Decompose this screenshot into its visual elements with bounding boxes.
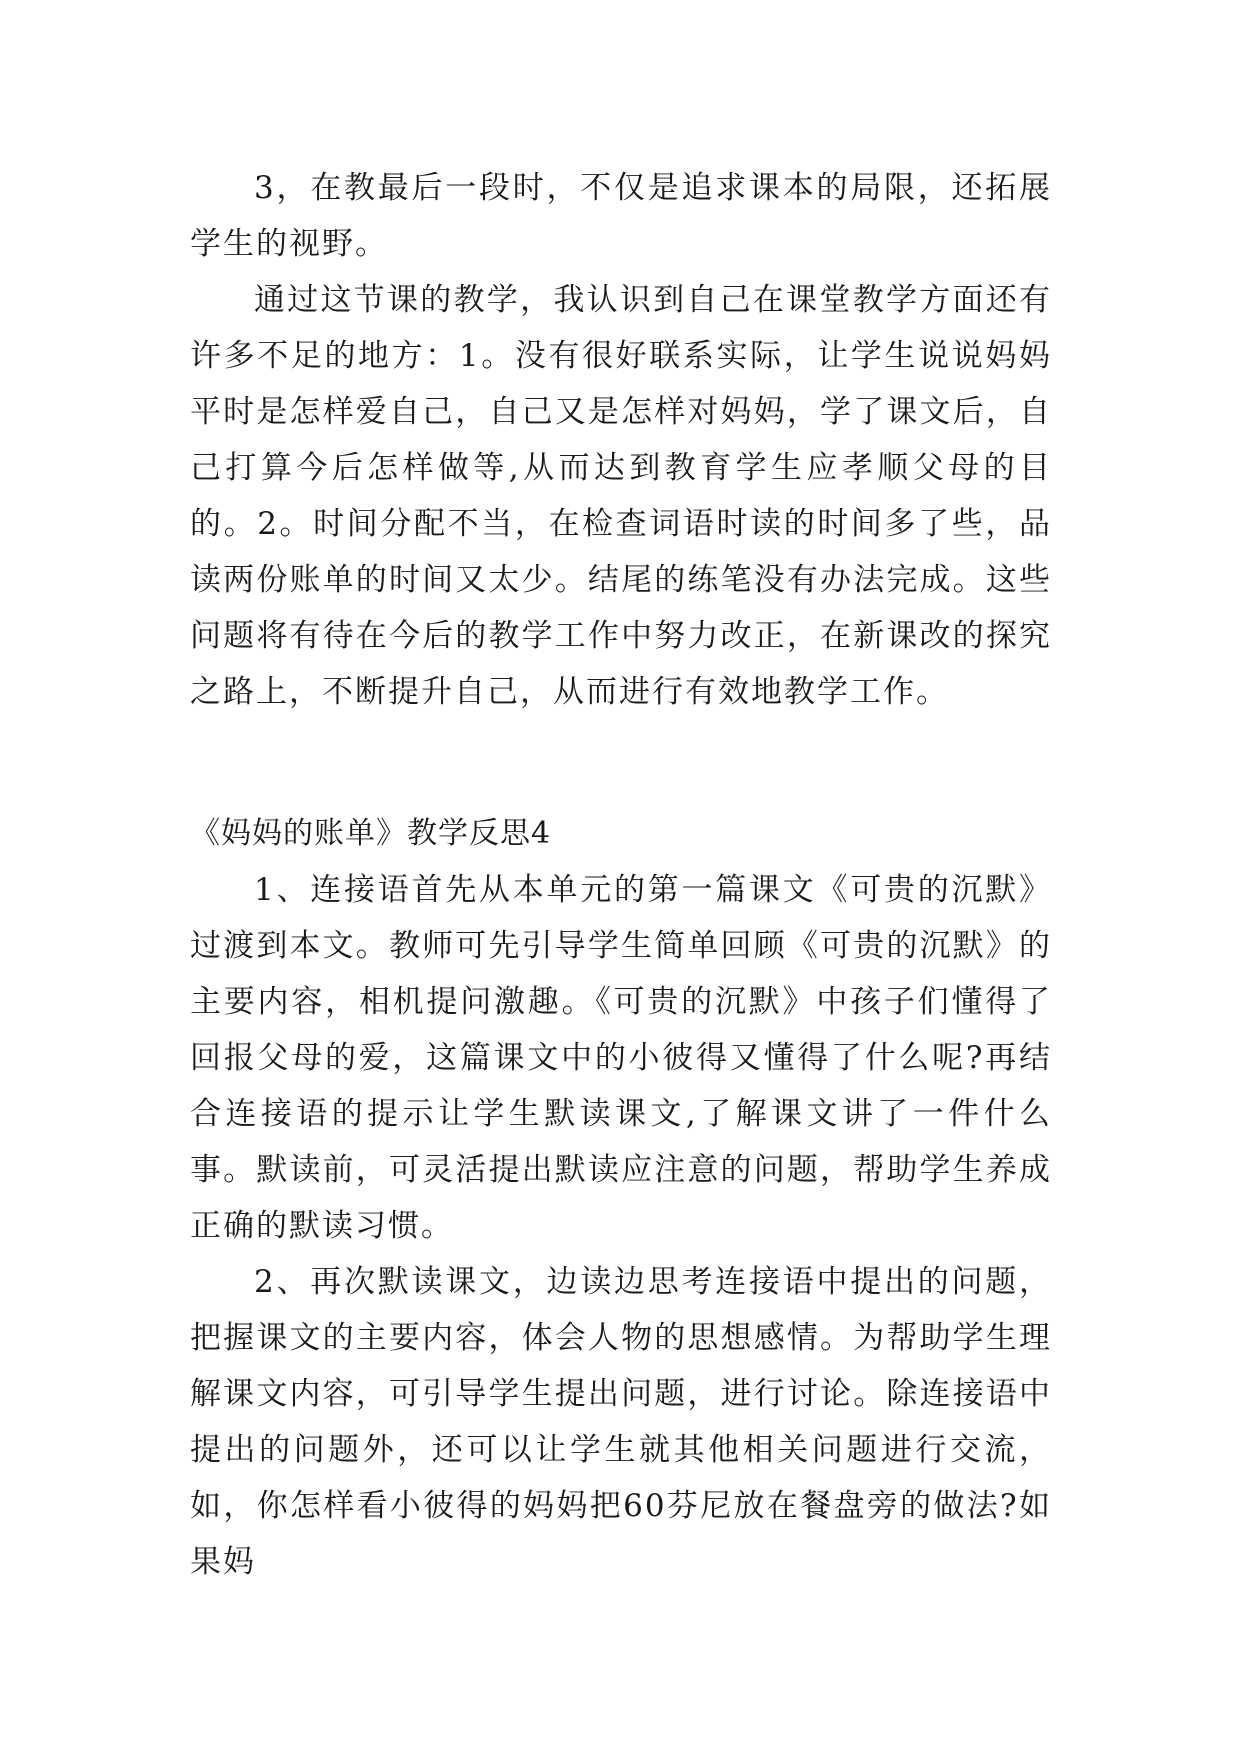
paragraph-step-2: 2、再次默读课文，边读边思考连接语中提出的问题，把握课文的主要内容，体会人物的思想感情。为帮助学生理解课文内容，可引导学生提出问题，进行讨论。除连接语中提出的问题外，还可以让学生就其他相关问题进行交流，如，你怎样看小彼得的妈妈把60芬尼放在餐盘旁的做法?如果妈 — [190, 1264, 1052, 1580]
section-heading: 《妈妈的账单》教学反思4 — [190, 816, 552, 851]
document-page — [190, 160, 1052, 1590]
paragraph-reflection-shortcomings: 通过这节课的教学，我认识到自己在课堂教学方面还有许多不足的地方：1。没有很好联系实际，让学生说说妈妈平时是怎样爱自己，自己又是怎样对妈妈，学了课文后，自己打算今后怎样做等,从而达到教育学生应孝顺父母的目的。2。时间分配不当，在检查词语时读的时间多了些，品读两份账单的时间又太少。结尾的练笔没有办法完成。这些问题将有待在今后的教学工作中努力改正，在新课改的探究之路上，不断提升自己，从而进行有效地教学工作。 — [190, 282, 1052, 710]
paragraph-point-3: 3，在教最后一段时，不仅是追求课本的局限，还拓展学生的视野。 — [190, 170, 1052, 262]
paragraph-step-1: 1、连接语首先从本单元的第一篇课文《可贵的沉默》过渡到本文。教师可先引导学生简单回顾《可贵的沉默》的主要内容，相机提问激趣。《可贵的沉默》中孩子们懂得了回报父母的爱，这篇课文中的小彼得又懂得了什么呢?再结合连接语的提示让学生默读课文,了解课文讲了一件什么事。默读前，可灵活提出默读应注意的问题，帮助学生养成正确的默读习惯。 — [190, 872, 1052, 1244]
